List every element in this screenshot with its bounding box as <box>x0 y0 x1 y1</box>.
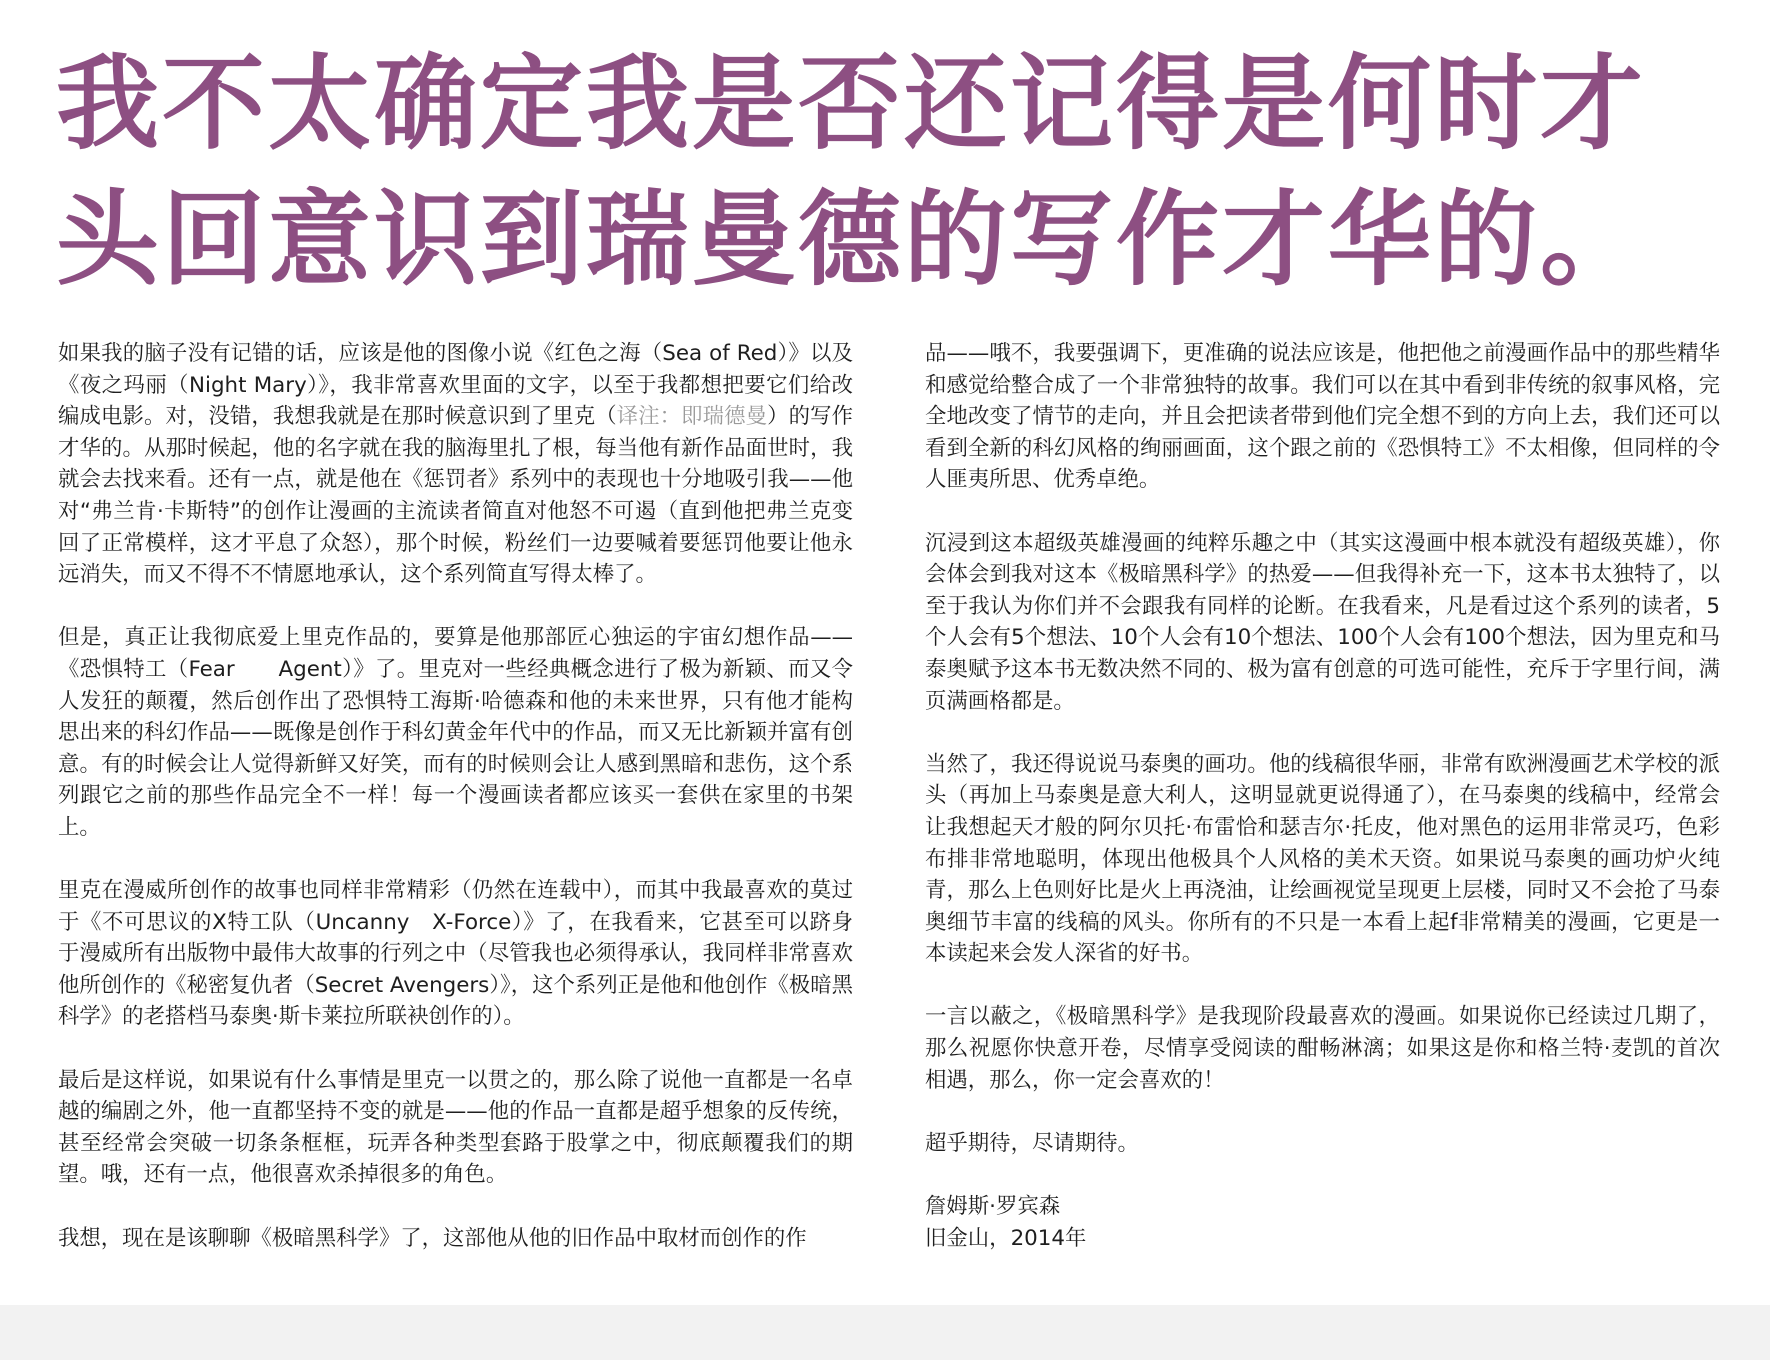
left-paragraph-1-text-b: ）的写作才华的。从那时候起，他的名字就在我的脑海里扎了根，每当他有新作品面世时，我就会去找来看。还有一点，就是他在《惩罚者》系列中的表现也十分地吸引我——他对“弗兰肯·卡斯特”的创作让漫画的主流读者简直对他怒不可遏（直到他把弗兰克变回了正常模样，这才平息了众怒），那个时候，粉丝们一边要喊着要惩罚他要让他永远消失，而又不得不不情愿地承认，这个系列简直写得太棒了。 <box>58 404 853 588</box>
signature-place-date: 旧金山，2014年 <box>925 1225 1087 1251</box>
right-paragraph-4: 一言以蔽之，《极暗黑科学》是我现阶段最喜欢的漫画。如果说你已经读过几期了，那么祝愿你快意开卷，尽情享受阅读的酣畅淋漓；如果这是你和格兰特·麦凯的首次相遇，那么，你一定会喜欢的！ <box>925 1004 1720 1093</box>
right-paragraph-1: 品——哦不，我要强调下，更准确的说法应该是，他把他之前漫画作品中的那些精华和感觉给整合成了一个非常独特的故事。我们可以在其中看到非传统的叙事风格，完全地改变了情节的走向，并且会把读者带到他们完全想不到的方向上去，我们还可以看到全新的科幻风格的绚丽画面，这个跟之前的《恐惧特工》不太相像，但同样的令人匪夷所思、优秀卓绝。 <box>925 341 1720 493</box>
right-paragraph-3: 当然了，我还得说说马泰奥的画功。他的线稿很华丽，非常有欧洲漫画艺术学校的派头（再加上马泰奥是意大利人，这明显就更说得通了），在马泰奥的线稿中，经常会让我想起天才般的阿尔贝托·布雷恰和瑟吉尔·托皮，他对黑色的运用非常灵巧，色彩布排非常地聪明，体现出他极具个人风格的美术天资。如果说马泰奥的画功炉火纯青，那么上色则好比是火上再浇油，让绘画视觉呈现更上层楼，同时又不会抢了马泰奥细节丰富的线稿的风头。你所有的不只是一本看上起f非常精美的漫画，它更是一本读起来会发人深省的好书。 <box>925 751 1720 967</box>
left-paragraph-4: 最后是这样说，如果说有什么事情是里克一以贯之的，那么除了说他一直都是一名卓越的编剧之外，他一直都坚持不变的就是——他的作品一直都是超乎想象的反传统，甚至经常会突破一切条条框框，玩弄各种类型套路于股掌之中，彻底颠覆我们的期望。哦，还有一点，他很喜欢杀掉很多的角色。 <box>58 1067 853 1188</box>
signature-name: 詹姆斯·罗宾森 <box>925 1194 1061 1220</box>
left-paragraph-1 <box>58 338 853 591</box>
right-column <box>925 338 1720 1254</box>
translator-note: 译注：即瑞德曼 <box>616 404 768 430</box>
headline <box>56 36 1736 308</box>
left-paragraph-1-text-a: 如果我的脑子没有记错的话，应该是他的图像小说《红色之海（Sea of Red）》以及《夜之玛丽（Night Mary）》，我非常喜欢里面的文字，以至于我都想把要它们给改编成电影。对，没错，我想我就是在那时候意识到了里克（ <box>58 341 853 430</box>
left-column <box>58 338 853 1254</box>
left-paragraph-3: 里克在漫威所创作的故事也同样非常精彩（仍然在连载中），而其中我最喜欢的莫过于《不可思议的X特工队（Uncanny X-Force）》了，在我看来，它甚至可以跻身于漫威所有出版物中最伟大故事的行列之中（尽管我也必须得承认，我同样非常喜欢他所创作的《秘密复仇者（Secret Avengers）》，这个系列正是他和他创作《极暗黑科学》的老搭档马泰奥·斯卡莱拉所联袂创作的）。 <box>58 878 853 1030</box>
headline-line-1: 我不太确定我是否还记得是何时才 <box>56 44 1646 164</box>
left-paragraph-2: 但是，真正让我彻底爱上里克作品的，要算是他那部匠心独运的宇宙幻想作品——《恐惧特工（Fear Agent）》了。里克对一些经典概念进行了极为新颖、而又令人发狂的颠覆，然后创作出了恐惧特工海斯·哈德森和他的未来世界，只有他才能构思出来的科幻作品——既像是创作于科幻黄金年代中的作品，而又无比新颖并富有创意。有的时候会让人觉得新鲜又好笑，而有的时候则会让人感到黑暗和悲伤，这个系列跟它之前的那些作品完全不一样！每一个漫画读者都应该买一套供在家里的书架上。 <box>58 625 853 840</box>
headline-line-2: 头回意识到瑞曼德的写作才华的。 <box>56 180 1646 300</box>
right-paragraph-2: 沉浸到这本超级英雄漫画的纯粹乐趣之中（其实这漫画中根本就没有超级英雄），你会体会到我对这本《极暗黑科学》的热爱——但我得补充一下，这本书太独特了，以至于我认为你们并不会跟我有同样的论断。在我看来，凡是看过这个系列的读者，5个人会有5个想法、10个人会有10个想法、100个人会有100个想法，因为里克和马泰奥赋予这本书无数决然不同的、极为富有创意的可选可能性，充斥于字里行间，满页满画格都是。 <box>925 530 1720 714</box>
right-paragraph-5: 超乎期待，尽请期待。 <box>925 1130 1139 1156</box>
left-paragraph-5: 我想，现在是该聊聊《极暗黑科学》了，这部他从他的旧作品中取材而创作的作 <box>58 1225 807 1251</box>
